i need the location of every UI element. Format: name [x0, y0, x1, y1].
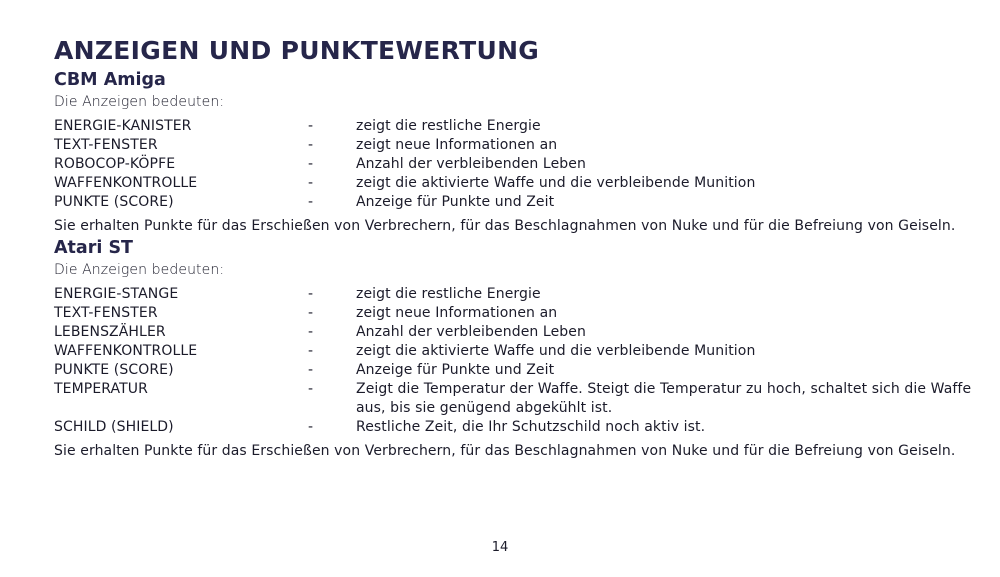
indicator-row — [54, 117, 974, 136]
indicator-row — [54, 304, 974, 323]
indicator-row — [54, 285, 974, 304]
indicator-term: SCHILD (SHIELD) — [54, 419, 174, 435]
page-title: ANZEIGEN UND PUNKTEWERTUNG — [54, 36, 540, 65]
indicator-description: Restliche Zeit, die Ihr Schutzschild noch aktiv ist. — [356, 419, 706, 435]
indicator-term: ENERGIE-KANISTER — [54, 118, 192, 134]
indicator-row — [54, 193, 974, 212]
indicator-dash: - — [308, 381, 314, 397]
section-atari-st — [54, 236, 974, 461]
indicator-dash: - — [308, 324, 314, 340]
indicator-dash: - — [308, 137, 314, 153]
indicator-term: ENERGIE-STANGE — [54, 286, 179, 302]
indicator-row — [54, 174, 974, 193]
indicator-description: zeigt neue Informationen an — [356, 137, 558, 153]
indicator-list — [54, 117, 974, 212]
indicator-dash: - — [308, 343, 314, 359]
section-intro: Die Anzeigen bedeuten: — [54, 94, 225, 110]
indicator-dash: - — [308, 305, 314, 321]
indicator-dash: - — [308, 175, 314, 191]
indicator-description: zeigt die aktivierte Waffe und die verbleibende Munition — [356, 343, 756, 359]
section-heading: Atari ST — [54, 238, 133, 258]
indicator-term: LEBENSZÄHLER — [54, 324, 166, 340]
scoring-paragraph: Sie erhalten Punkte für das Erschießen von Verbrechern, für das Beschlagnahmen von Nuke und für die Befreiung von Geiseln. — [54, 443, 956, 459]
manual-page — [54, 34, 974, 461]
indicator-description: Anzahl der verbleibenden Leben — [356, 324, 586, 340]
indicator-term: PUNKTE (SCORE) — [54, 194, 174, 210]
indicator-row — [54, 323, 974, 342]
indicator-row — [54, 380, 974, 418]
indicator-term: WAFFENKONTROLLE — [54, 343, 198, 359]
indicator-dash: - — [308, 156, 314, 172]
section-intro: Die Anzeigen bedeuten: — [54, 262, 225, 278]
indicator-dash: - — [308, 194, 314, 210]
indicator-dash: - — [308, 286, 314, 302]
indicator-row — [54, 155, 974, 174]
indicator-row — [54, 342, 974, 361]
indicator-term: PUNKTE (SCORE) — [54, 362, 174, 378]
indicator-term: TEXT-FENSTER — [54, 305, 158, 321]
indicator-term: TEMPERATUR — [54, 381, 148, 397]
section-heading: CBM Amiga — [54, 70, 166, 90]
indicator-dash: - — [308, 419, 314, 435]
indicator-row — [54, 418, 974, 437]
indicator-list — [54, 285, 974, 437]
indicator-description: zeigt die restliche Energie — [356, 286, 541, 302]
indicator-description: Zeigt die Temperatur der Waffe. Steigt die Temperatur zu hoch, schaltet sich die Waffe aus, bis sie genügend abgekühlt ist. — [356, 381, 972, 416]
indicator-row — [54, 136, 974, 155]
scoring-paragraph: Sie erhalten Punkte für das Erschießen von Verbrechern, für das Beschlagnahmen von Nuke und für die Befreiung von Geiseln. — [54, 218, 956, 234]
indicator-term: WAFFENKONTROLLE — [54, 175, 198, 191]
indicator-dash: - — [308, 118, 314, 134]
indicator-term: ROBOCOP-KÖPFE — [54, 156, 176, 172]
indicator-description: Anzahl der verbleibenden Leben — [356, 156, 586, 172]
indicator-row — [54, 361, 974, 380]
page-number: 14 — [491, 540, 509, 555]
section-cbm-amiga — [54, 68, 974, 236]
indicator-dash: - — [308, 362, 314, 378]
indicator-description: zeigt die aktivierte Waffe und die verbleibende Munition — [356, 175, 756, 191]
indicator-description: zeigt neue Informationen an — [356, 305, 558, 321]
indicator-description: Anzeige für Punkte und Zeit — [356, 362, 555, 378]
indicator-description: Anzeige für Punkte und Zeit — [356, 194, 555, 210]
indicator-term: TEXT-FENSTER — [54, 137, 158, 153]
indicator-description: zeigt die restliche Energie — [356, 118, 541, 134]
